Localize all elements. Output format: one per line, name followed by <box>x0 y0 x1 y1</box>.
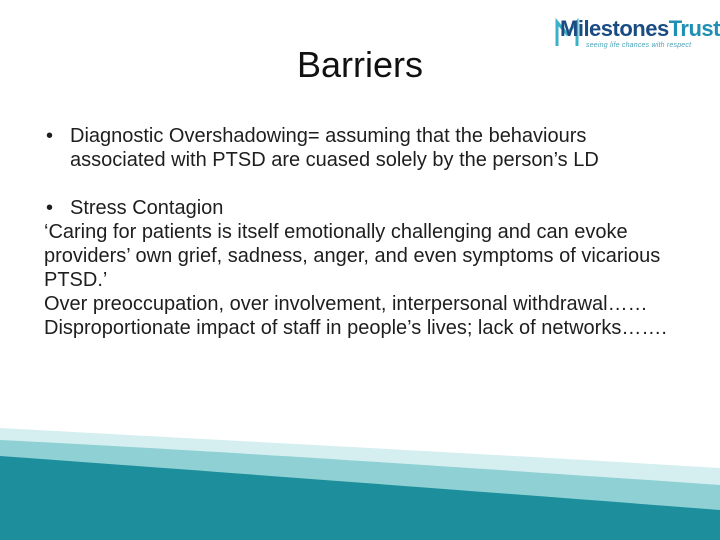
bullet-icon: • <box>46 125 54 147</box>
milestones-trust-logo <box>554 12 720 52</box>
bullet-icon: • <box>46 197 54 219</box>
bullet-item <box>44 196 684 220</box>
slide-title: Barriers <box>296 44 424 85</box>
bullet-text: Diagnostic Overshadowing= assuming that the behaviours associated with PTSD are cuased solely by the person’s LD <box>70 125 599 171</box>
bullet-item <box>44 124 684 172</box>
logo-text-trust: Trust <box>668 16 720 41</box>
logo-text-milestones: Milestones <box>560 16 669 41</box>
quote-paragraph: ‘Caring for patients is itself emotionally challenging and can evoke providers’ own grief, sadness, anger, and even symptoms of vicarious PTSD.’ <box>44 221 661 291</box>
body-paragraph: Disproportionate impact of staff in people’s lives; lack of networks……. <box>44 317 667 339</box>
bullet-text: Stress Contagion <box>70 197 224 219</box>
logo-wordmark <box>560 16 720 42</box>
body-paragraph: Over preoccupation, over involvement, interpersonal withdrawal…… <box>44 293 648 315</box>
logo-tagline: seeing life chances with respect <box>586 42 692 49</box>
slide-content <box>44 124 684 340</box>
decorative-wave-footer <box>0 410 720 540</box>
